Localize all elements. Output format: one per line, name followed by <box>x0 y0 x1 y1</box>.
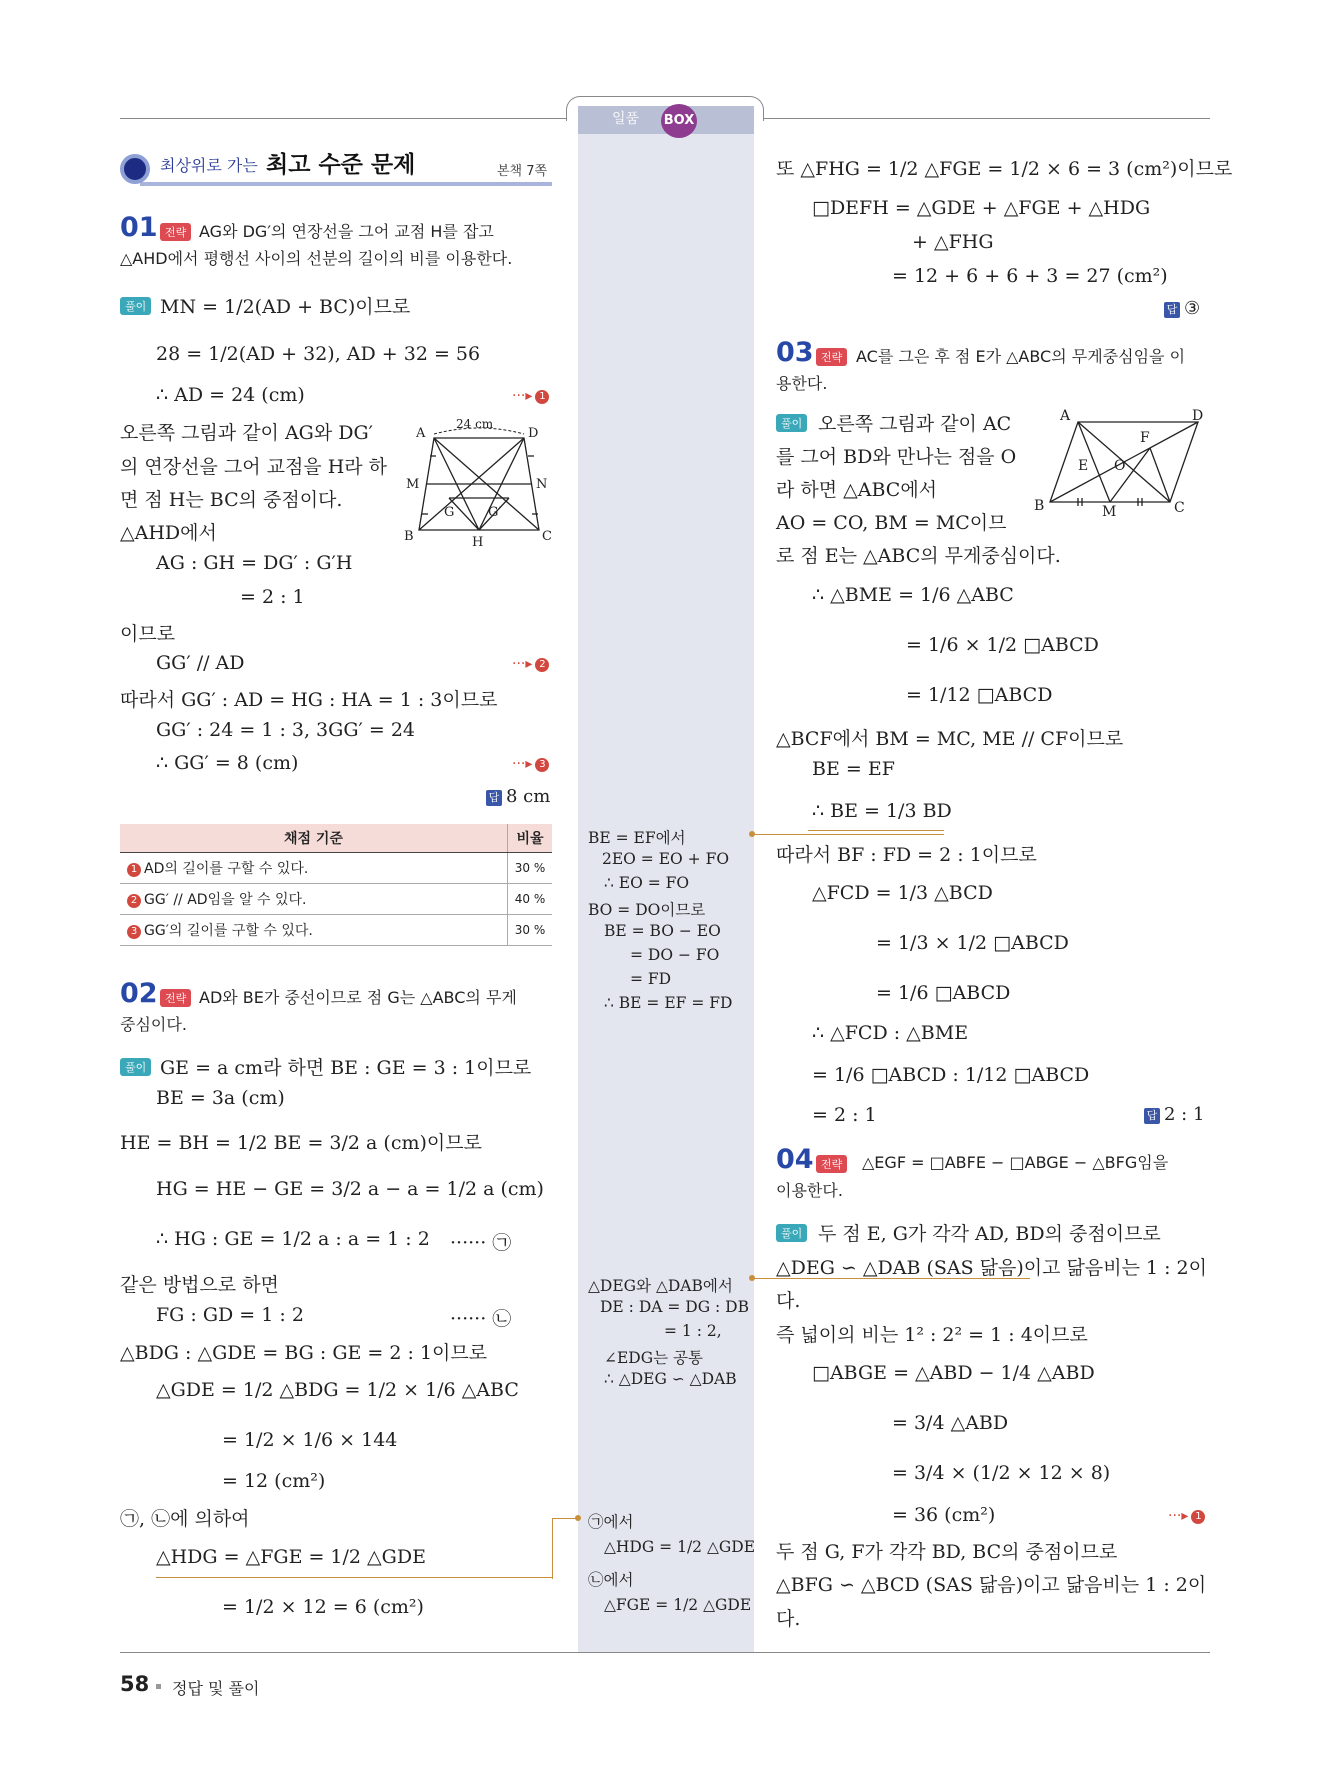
solution-line: GG′ : 24 = 1 : 3, 3GG′ = 24 <box>156 719 415 741</box>
solution-line: △BDG : △GDE = BG : GE = 2 : 1이므로 <box>120 1342 488 1364</box>
solution-line: GE = a cm라 하면 BE : GE = 3 : 1이므로 <box>160 1057 532 1079</box>
solution-line: 를 그어 BD와 만나는 점을 O <box>776 446 1017 468</box>
solution-line: 즉 넓이의 비는 1² : 2² = 1 : 4이므로 <box>776 1324 1088 1346</box>
strategy-text: 이용한다. <box>776 1181 843 1200</box>
strategy-text: 중심이다. <box>120 1015 187 1034</box>
svg-text:A: A <box>1060 408 1071 424</box>
solution-line: = 1/6 □ABCD : 1/12 □ABCD <box>812 1064 1090 1086</box>
solution-line: = 2 : 1 <box>240 586 305 608</box>
box-line: △FGE = 1/2 △GDE <box>604 1596 752 1614</box>
strategy-text: △EGF = □ABFE − □ABGE − △BFG임을 <box>862 1153 1169 1172</box>
solution-line: 따라서 BF : FD = 2 : 1이므로 <box>776 844 1037 866</box>
problem-number: 01 <box>120 212 158 243</box>
solution-line: = 1/2 × 1/6 × 144 <box>222 1429 398 1451</box>
book-reference: 본책 7쪽 <box>497 164 548 179</box>
solution-line: ······ ㉠ <box>450 1232 512 1254</box>
solution-line: □ABGE = △ABD − 1/4 △ABD <box>812 1362 1095 1384</box>
solution-line: = 1/3 × 1/2 □ABCD <box>876 932 1069 954</box>
solution-tag: 풀이 <box>776 414 807 432</box>
box-label: 일품 <box>612 111 640 127</box>
leader-line <box>808 830 944 831</box>
svg-text:B: B <box>1034 498 1045 514</box>
svg-text:O: O <box>1114 458 1126 474</box>
answer: 답 ③ <box>1164 298 1200 319</box>
box-badge: BOX <box>661 104 697 138</box>
solution-line: 따라서 GG′ : AD = HG : HA = 1 : 3이므로 <box>120 689 498 711</box>
table-row: 3 GG′의 길이를 구할 수 있다. 30 % <box>120 915 552 946</box>
solution-line: △HDG = △FGE = 1/2 △GDE <box>156 1546 426 1568</box>
leader-line <box>754 834 944 835</box>
box-line: DE : DA = DG : DB <box>600 1298 749 1316</box>
answer: 답 8 cm <box>486 786 550 807</box>
score-mark: ···▸ 1 <box>512 388 549 404</box>
solution-line: △AHD에서 <box>120 522 217 544</box>
table-row: 2 GG′ // AD임을 알 수 있다. 40 % <box>120 884 552 915</box>
solution-line: △DEG ∽ △DAB (SAS 닮음)이고 닮음비는 1 : 2이 <box>776 1257 1208 1279</box>
box-line: ∴ BE = EF = FD <box>604 994 733 1012</box>
solution-line: ∴ HG : GE = 1/2 a : a = 1 : 2 <box>156 1228 430 1250</box>
box-line: 2EO = EO + FO <box>602 850 730 868</box>
box-line: BE = EF에서 <box>588 829 686 847</box>
box-line: ∠EDG는 공통 <box>604 1349 703 1367</box>
solution-line: HE = BH = 1/2 BE = 3/2 a (cm)이므로 <box>120 1132 482 1154</box>
solution-line: BE = 3a (cm) <box>156 1087 285 1109</box>
footer-title: 정답 및 풀이 <box>172 1679 260 1698</box>
solution-tag: 풀이 <box>120 297 151 315</box>
svg-text:G: G <box>444 505 455 520</box>
svg-text:C: C <box>1174 500 1185 516</box>
strategy-tag: 전략 <box>160 989 191 1007</box>
box-line: ㉠에서 <box>588 1513 634 1531</box>
section-title: 최고 수준 문제 <box>266 152 416 178</box>
leader-dot <box>749 1275 755 1281</box>
score-mark: ···▸ 3 <box>512 756 549 772</box>
svg-text:D: D <box>528 426 539 441</box>
solution-line: = 12 + 6 + 6 + 3 = 27 (cm²) <box>892 265 1168 287</box>
strategy-text: AG와 DG′의 연장선을 그어 교점 H를 잡고 <box>199 222 494 241</box>
footer-bullet-icon <box>156 1684 161 1689</box>
solution-line: 28 = 1/2(AD + 32), AD + 32 = 56 <box>156 343 481 365</box>
svg-text:A: A <box>416 426 426 441</box>
solution-line: = 2 : 1 <box>812 1104 877 1126</box>
box-line: = DO − FO <box>630 946 720 964</box>
solution-line: △FCD = 1/3 △BCD <box>812 882 993 904</box>
solution-line: △BCF에서 BM = MC, ME // CF이므로 <box>776 728 1124 750</box>
solution-line: AO = CO, BM = MC이므 <box>776 512 1007 534</box>
solution-line: 의 연장선을 그어 교점을 H라 하 <box>120 456 388 478</box>
solution-line: 라 하면 △ABC에서 <box>776 479 938 501</box>
section-bullet-icon <box>120 154 150 184</box>
problem-number: 03 <box>776 337 814 368</box>
box-line: BE = BO − EO <box>604 922 721 940</box>
box-line: BO = DO이므로 <box>588 901 706 919</box>
scoring-table <box>120 824 552 946</box>
leader-dot <box>575 1515 581 1521</box>
solution-line: 다. <box>776 1608 801 1630</box>
solution-line: 두 점 G, F가 각각 BD, BC의 중점이므로 <box>776 1541 1118 1563</box>
solution-line: = 12 (cm²) <box>222 1470 326 1492</box>
answer-icon: 답 <box>486 790 502 806</box>
svg-text:N: N <box>536 477 548 492</box>
strategy-tag: 전략 <box>160 223 191 241</box>
leader-line <box>156 1577 552 1578</box>
svg-text:C: C <box>542 529 552 544</box>
svg-text:H: H <box>472 535 484 546</box>
solution-line: ∴ GG′ = 8 (cm) <box>156 752 299 774</box>
trapezoid-figure <box>404 418 554 546</box>
solution-line: ······ ㉡ <box>450 1308 512 1330</box>
leader-dot <box>749 831 755 837</box>
leader-line <box>552 1518 579 1579</box>
box-line: ㉡에서 <box>588 1571 634 1589</box>
svg-text:D: D <box>1192 408 1204 424</box>
solution-line: 다. <box>776 1290 801 1312</box>
solution-line: = 1/12 □ABCD <box>906 684 1053 706</box>
answer: 답 2 : 1 <box>1144 1104 1204 1125</box>
solution-line: FG : GD = 1 : 2 <box>156 1304 304 1326</box>
solution-tag: 풀이 <box>120 1058 151 1076</box>
answer-icon: 답 <box>1144 1108 1160 1124</box>
page-number: 58 <box>120 1672 150 1696</box>
strategy-text: AD와 BE가 중선이므로 점 G는 △ABC의 무게 <box>199 988 517 1007</box>
solution-line: △GDE = 1/2 △BDG = 1/2 × 1/6 △ABC <box>156 1379 519 1401</box>
problem-number: 04 <box>776 1144 814 1175</box>
solution-line: ㉠, ㉡에 의하여 <box>120 1508 250 1530</box>
solution-line: □DEFH = △GDE + △FGE + △HDG <box>812 197 1151 219</box>
strategy-text: △AHD에서 평행선 사이의 선분의 길이의 비를 이용한다. <box>120 249 513 268</box>
strategy-tag: 전략 <box>816 348 847 366</box>
solution-line: = 1/2 × 12 = 6 (cm²) <box>222 1596 424 1618</box>
svg-text:E: E <box>1078 458 1089 474</box>
score-mark: ···▸ 2 <box>512 656 549 672</box>
section-title-small: 최상위로 가는 <box>160 156 258 175</box>
solution-line: 오른쪽 그림과 같이 AG와 DG′ <box>120 422 373 444</box>
solution-line: ∴ △BME = 1/6 △ABC <box>812 584 1014 606</box>
solution-line: 같은 방법으로 하면 <box>120 1274 279 1296</box>
strategy-tag: 전략 <box>816 1155 847 1173</box>
solution-line: 면 점 H는 BC의 중점이다. <box>120 489 343 511</box>
solution-line: + △FHG <box>912 231 994 253</box>
svg-text:F: F <box>1140 430 1150 446</box>
svg-text:M: M <box>1102 504 1117 518</box>
solution-line: = 3/4 △ABD <box>892 1412 1009 1434</box>
solution-line: ∴ △FCD : △BME <box>812 1022 969 1044</box>
solution-line: 두 점 E, G가 각각 AD, BD의 중점이므로 <box>818 1223 1161 1245</box>
table-row: 1 AD의 길이를 구할 수 있다. 30 % <box>120 853 552 884</box>
strategy-text: AC를 그은 후 점 E가 △ABC의 무게중심임을 이 <box>856 347 1186 366</box>
answer-icon: 답 <box>1164 302 1180 318</box>
solution-line: 오른쪽 그림과 같이 AC <box>818 413 1012 435</box>
solution-line: = 1/6 × 1/2 □ABCD <box>906 634 1099 656</box>
solution-line: MN = 1/2(AD + BC)이므로 <box>160 296 411 318</box>
solution-line: HG = HE − GE = 3/2 a − a = 1/2 a (cm) <box>156 1178 544 1200</box>
svg-text:B: B <box>404 529 414 544</box>
svg-text:M: M <box>406 477 420 492</box>
solution-line: BE = EF <box>812 758 895 780</box>
solution-line: ∴ BE = 1/3 BD <box>812 800 952 822</box>
solution-tag: 풀이 <box>776 1224 807 1242</box>
svg-text:24 cm: 24 cm <box>456 418 494 431</box>
box-line: ∴ EO = FO <box>604 874 690 892</box>
strategy-text: 용한다. <box>776 374 828 393</box>
section-underline <box>140 182 552 186</box>
bottom-rule <box>120 1652 1210 1653</box>
solution-line: 로 점 E는 △ABC의 무게중심이다. <box>776 545 1061 567</box>
solution-line: = 36 (cm²) <box>892 1504 996 1526</box>
solution-line: = 3/4 × (1/2 × 12 × 8) <box>892 1462 1111 1484</box>
box-line: = 1 : 2, <box>664 1322 722 1340</box>
problem-number: 02 <box>120 978 158 1009</box>
solution-line: 또 △FHG = 1/2 △FGE = 1/2 × 6 = 3 (cm²)이므로 <box>776 158 1233 180</box>
solution-line: △BFG ∽ △BCD (SAS 닮음)이고 닮음비는 1 : 2이 <box>776 1574 1207 1596</box>
column-header: 비율 <box>508 824 553 853</box>
svg-text:G′: G′ <box>488 505 502 520</box>
solution-line: 이므로 <box>120 623 176 645</box>
column-header: 채점 기준 <box>120 824 508 853</box>
box-line: = FD <box>630 970 672 988</box>
box-line: △HDG = 1/2 △GDE <box>604 1538 756 1556</box>
score-mark: ···▸ 1 <box>1168 1508 1205 1524</box>
solution-line: = 1/6 □ABCD <box>876 982 1011 1004</box>
solution-line: GG′ // AD <box>156 652 245 674</box>
box-line: △DEG와 △DAB에서 <box>588 1277 733 1295</box>
parallelogram-figure <box>1030 408 1210 518</box>
solution-line: AG : GH = DG′ : G′H <box>156 552 353 574</box>
solution-line: ∴ AD = 24 (cm) <box>156 384 305 406</box>
box-line: ∴ △DEG ∽ △DAB <box>604 1370 737 1388</box>
